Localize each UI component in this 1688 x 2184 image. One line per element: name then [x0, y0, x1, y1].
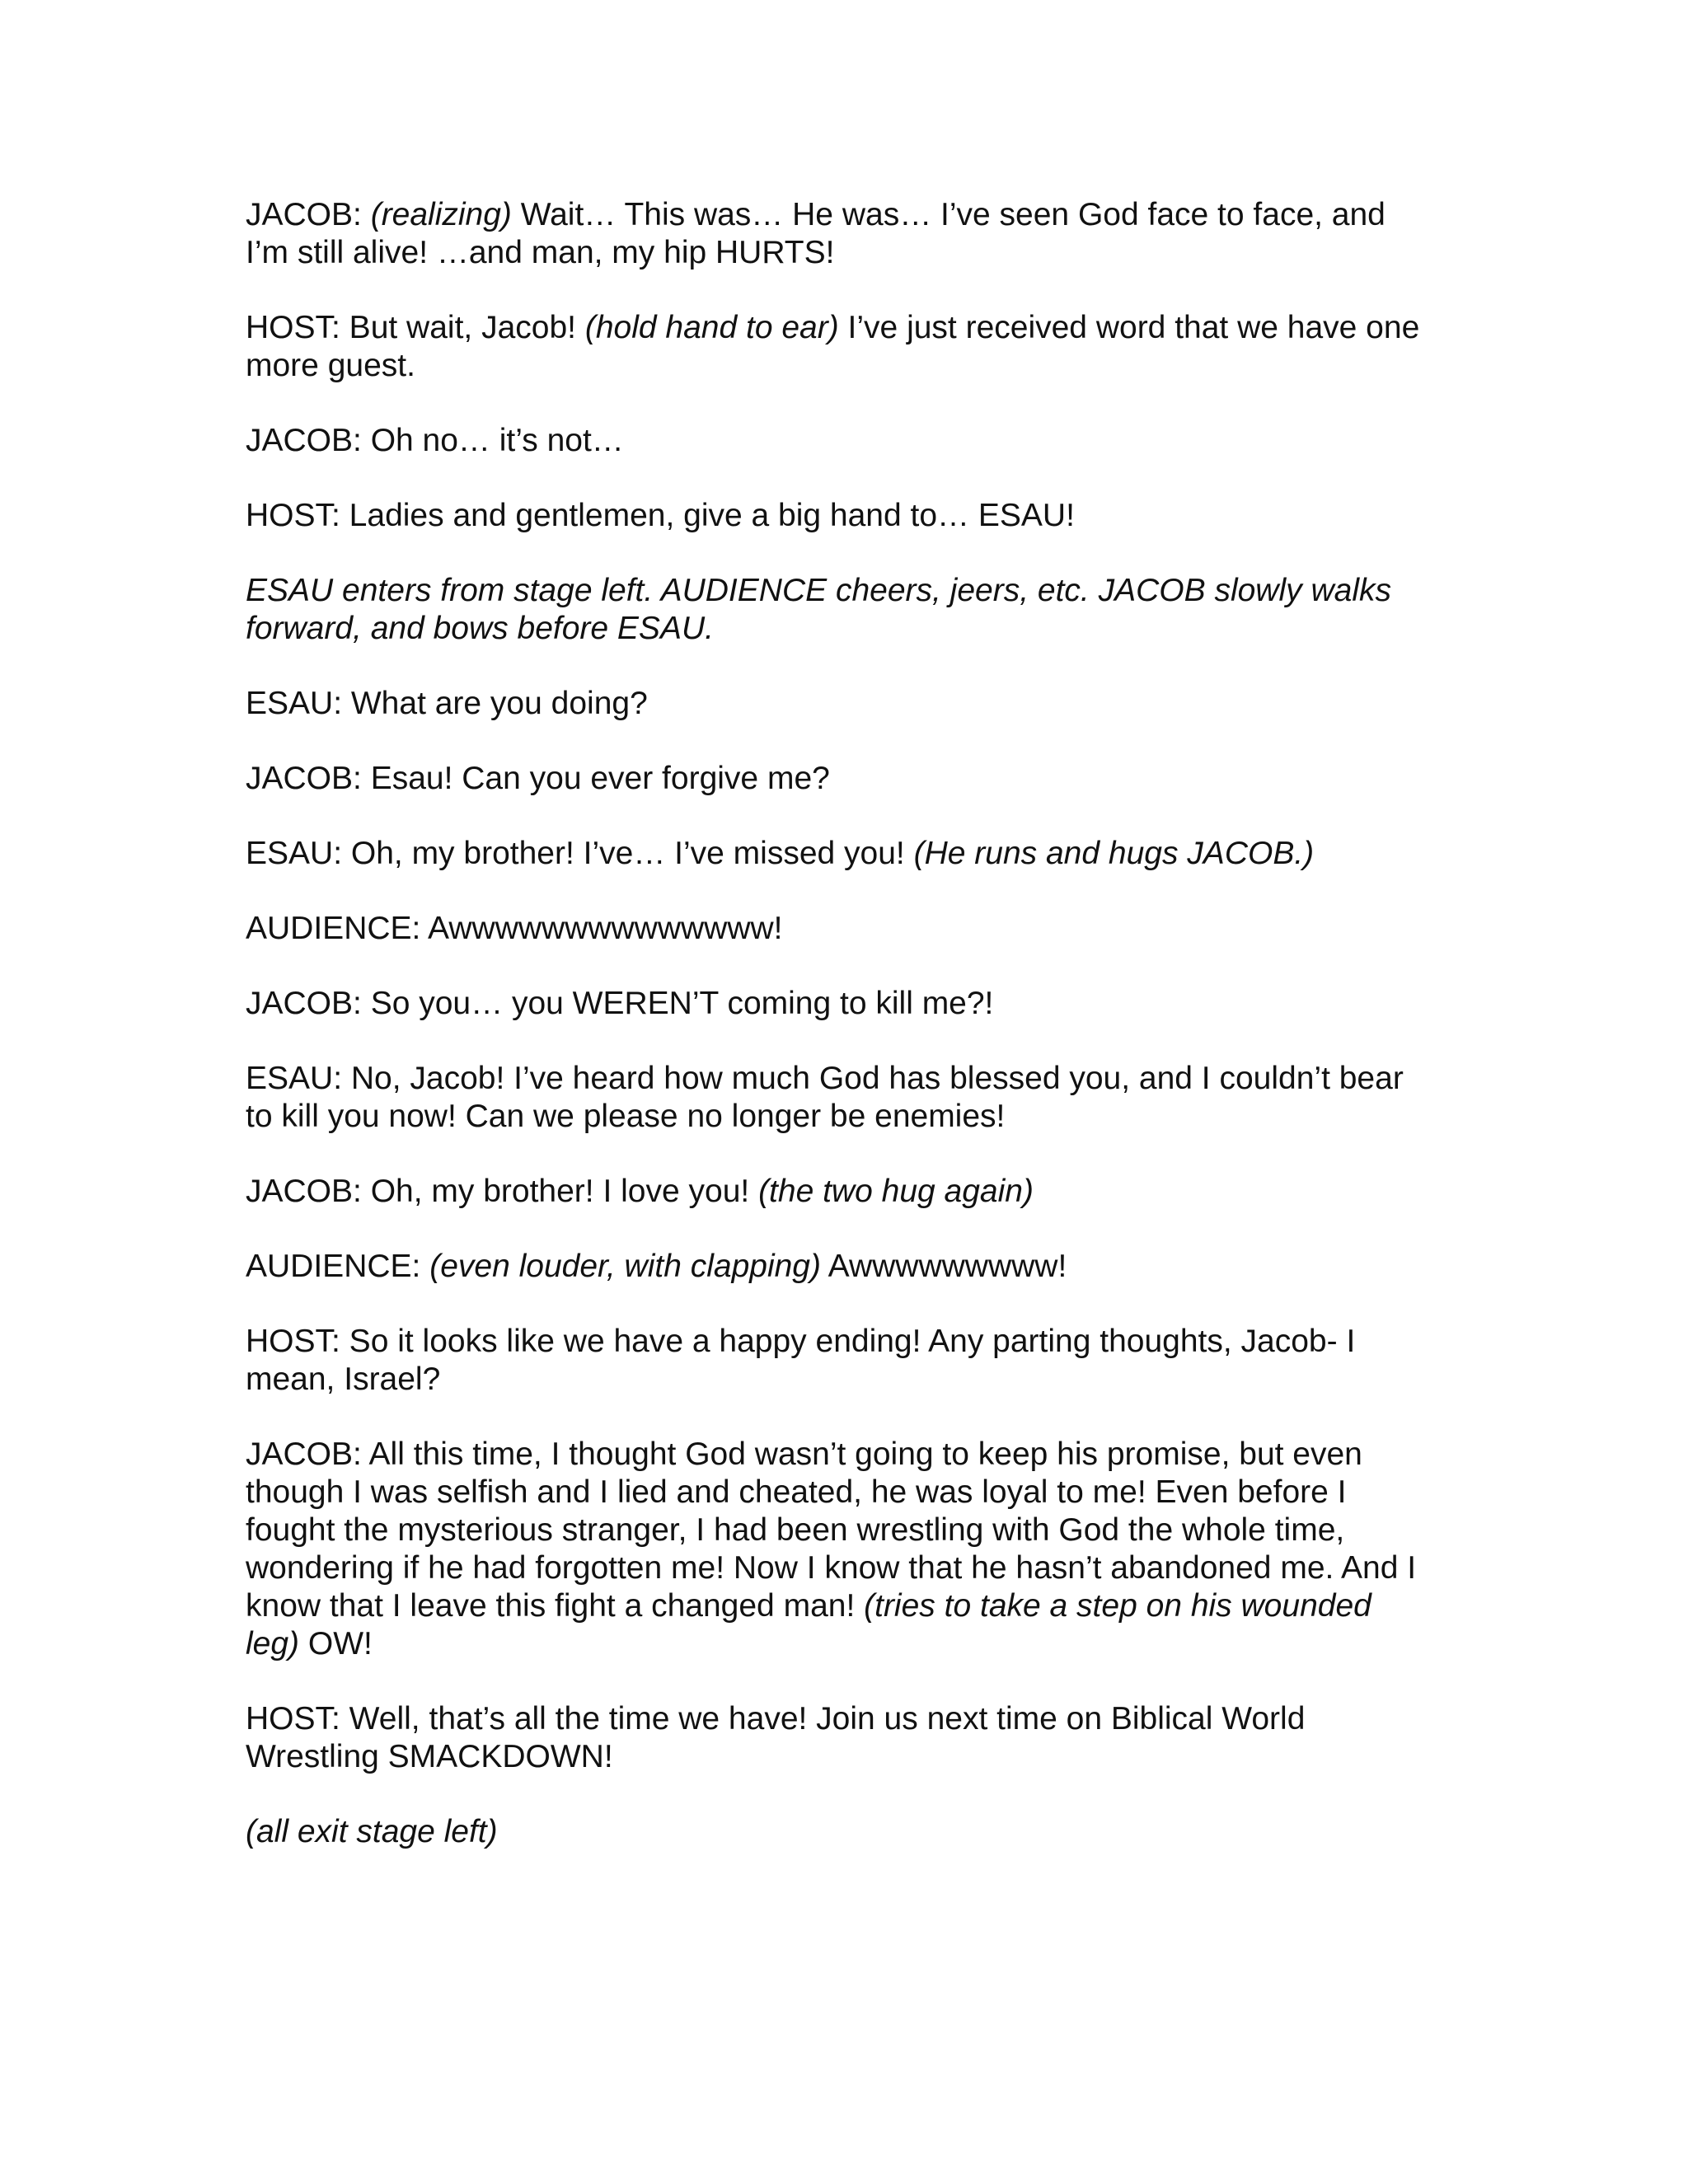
- dialogue-text: I’ve just received word that we have one more guest.: [246, 310, 1420, 383]
- stage-direction-text: (tries to take a step on his wounded leg): [246, 1588, 1372, 1661]
- dialogue-text: JACOB: Esau! Can you ever forgive me?: [246, 761, 830, 796]
- dialogue-paragraph: [246, 1323, 1432, 1399]
- dialogue-paragraph: [246, 422, 1432, 460]
- dialogue-text: AUDIENCE: Awwwwwwwwwwwwww!: [246, 911, 783, 946]
- dialogue-text: Awwwwwwwww!: [820, 1249, 1067, 1284]
- stage-direction-paragraph: [246, 1813, 1432, 1851]
- dialogue-paragraph: [246, 760, 1432, 798]
- dialogue-text: ESAU: What are you doing?: [246, 686, 648, 721]
- dialogue-paragraph: [246, 1700, 1432, 1776]
- dialogue-paragraph: [246, 985, 1432, 1023]
- dialogue-paragraph: [246, 910, 1432, 948]
- stage-direction-text: (realizing): [370, 197, 512, 232]
- dialogue-text: OW!: [299, 1626, 373, 1661]
- dialogue-text: ESAU: No, Jacob! I’ve heard how much God has blessed you, and I couldn’t bear to kill you now! Can we please no longer be enemies!: [246, 1061, 1404, 1134]
- stage-direction-text: (He runs and hugs JACOB.): [913, 836, 1315, 871]
- dialogue-paragraph: [246, 1173, 1432, 1211]
- dialogue-text: AUDIENCE:: [246, 1249, 430, 1284]
- dialogue-paragraph: [246, 1060, 1432, 1136]
- dialogue-text: HOST: But wait, Jacob!: [246, 310, 585, 345]
- dialogue-text: ESAU: Oh, my brother! I’ve… I’ve missed you!: [246, 836, 914, 871]
- dialogue-text: JACOB:: [246, 197, 371, 232]
- dialogue-paragraph: [246, 685, 1432, 723]
- stage-direction-text: ESAU enters from stage left. AUDIENCE cheers, jeers, etc. JACOB slowly walks forward, and bows before ESAU.: [246, 573, 1391, 646]
- dialogue-paragraph: [246, 835, 1432, 873]
- dialogue-paragraph: [246, 497, 1432, 535]
- dialogue-text: HOST: So it looks like we have a happy ending! Any parting thoughts, Jacob- I mean, Israel?: [246, 1324, 1356, 1397]
- dialogue-paragraph: [246, 1248, 1432, 1286]
- script-body: [246, 196, 1432, 1851]
- dialogue-text: JACOB: All this time, I thought God wasn’t going to keep his promise, but even though I was selfish and I lied and cheated, he was loyal to me! Even before I fought the mysterious stranger, I had been wrestling with God the whole time, wondering if he had forgotten me! Now I know that he hasn’t abandoned me. And I know that I leave this fight a changed man!: [246, 1436, 1417, 1624]
- dialogue-text: JACOB: So you… you WEREN’T coming to kill me?!: [246, 986, 994, 1021]
- dialogue-paragraph: [246, 309, 1432, 385]
- stage-direction-paragraph: [246, 572, 1432, 648]
- stage-direction-text: (even louder, with clapping): [429, 1249, 821, 1284]
- stage-direction-text: (the two hug again): [758, 1174, 1034, 1209]
- dialogue-text: HOST: Ladies and gentlemen, give a big hand to… ESAU!: [246, 498, 1075, 533]
- stage-direction-text: (all exit stage left): [246, 1814, 498, 1849]
- dialogue-text: HOST: Well, that’s all the time we have! Join us next time on Biblical World Wrestling SMACKDOWN!: [246, 1701, 1306, 1774]
- dialogue-paragraph: [246, 1436, 1432, 1663]
- dialogue-text: JACOB: Oh, my brother! I love you!: [246, 1174, 759, 1209]
- dialogue-paragraph: [246, 196, 1432, 272]
- stage-direction-text: (hold hand to ear): [584, 310, 839, 345]
- dialogue-text: Wait… This was… He was… I’ve seen God face to face, and I’m still alive! …and man, my hip HURTS!: [246, 197, 1386, 270]
- dialogue-text: JACOB: Oh no… it’s not…: [246, 423, 624, 458]
